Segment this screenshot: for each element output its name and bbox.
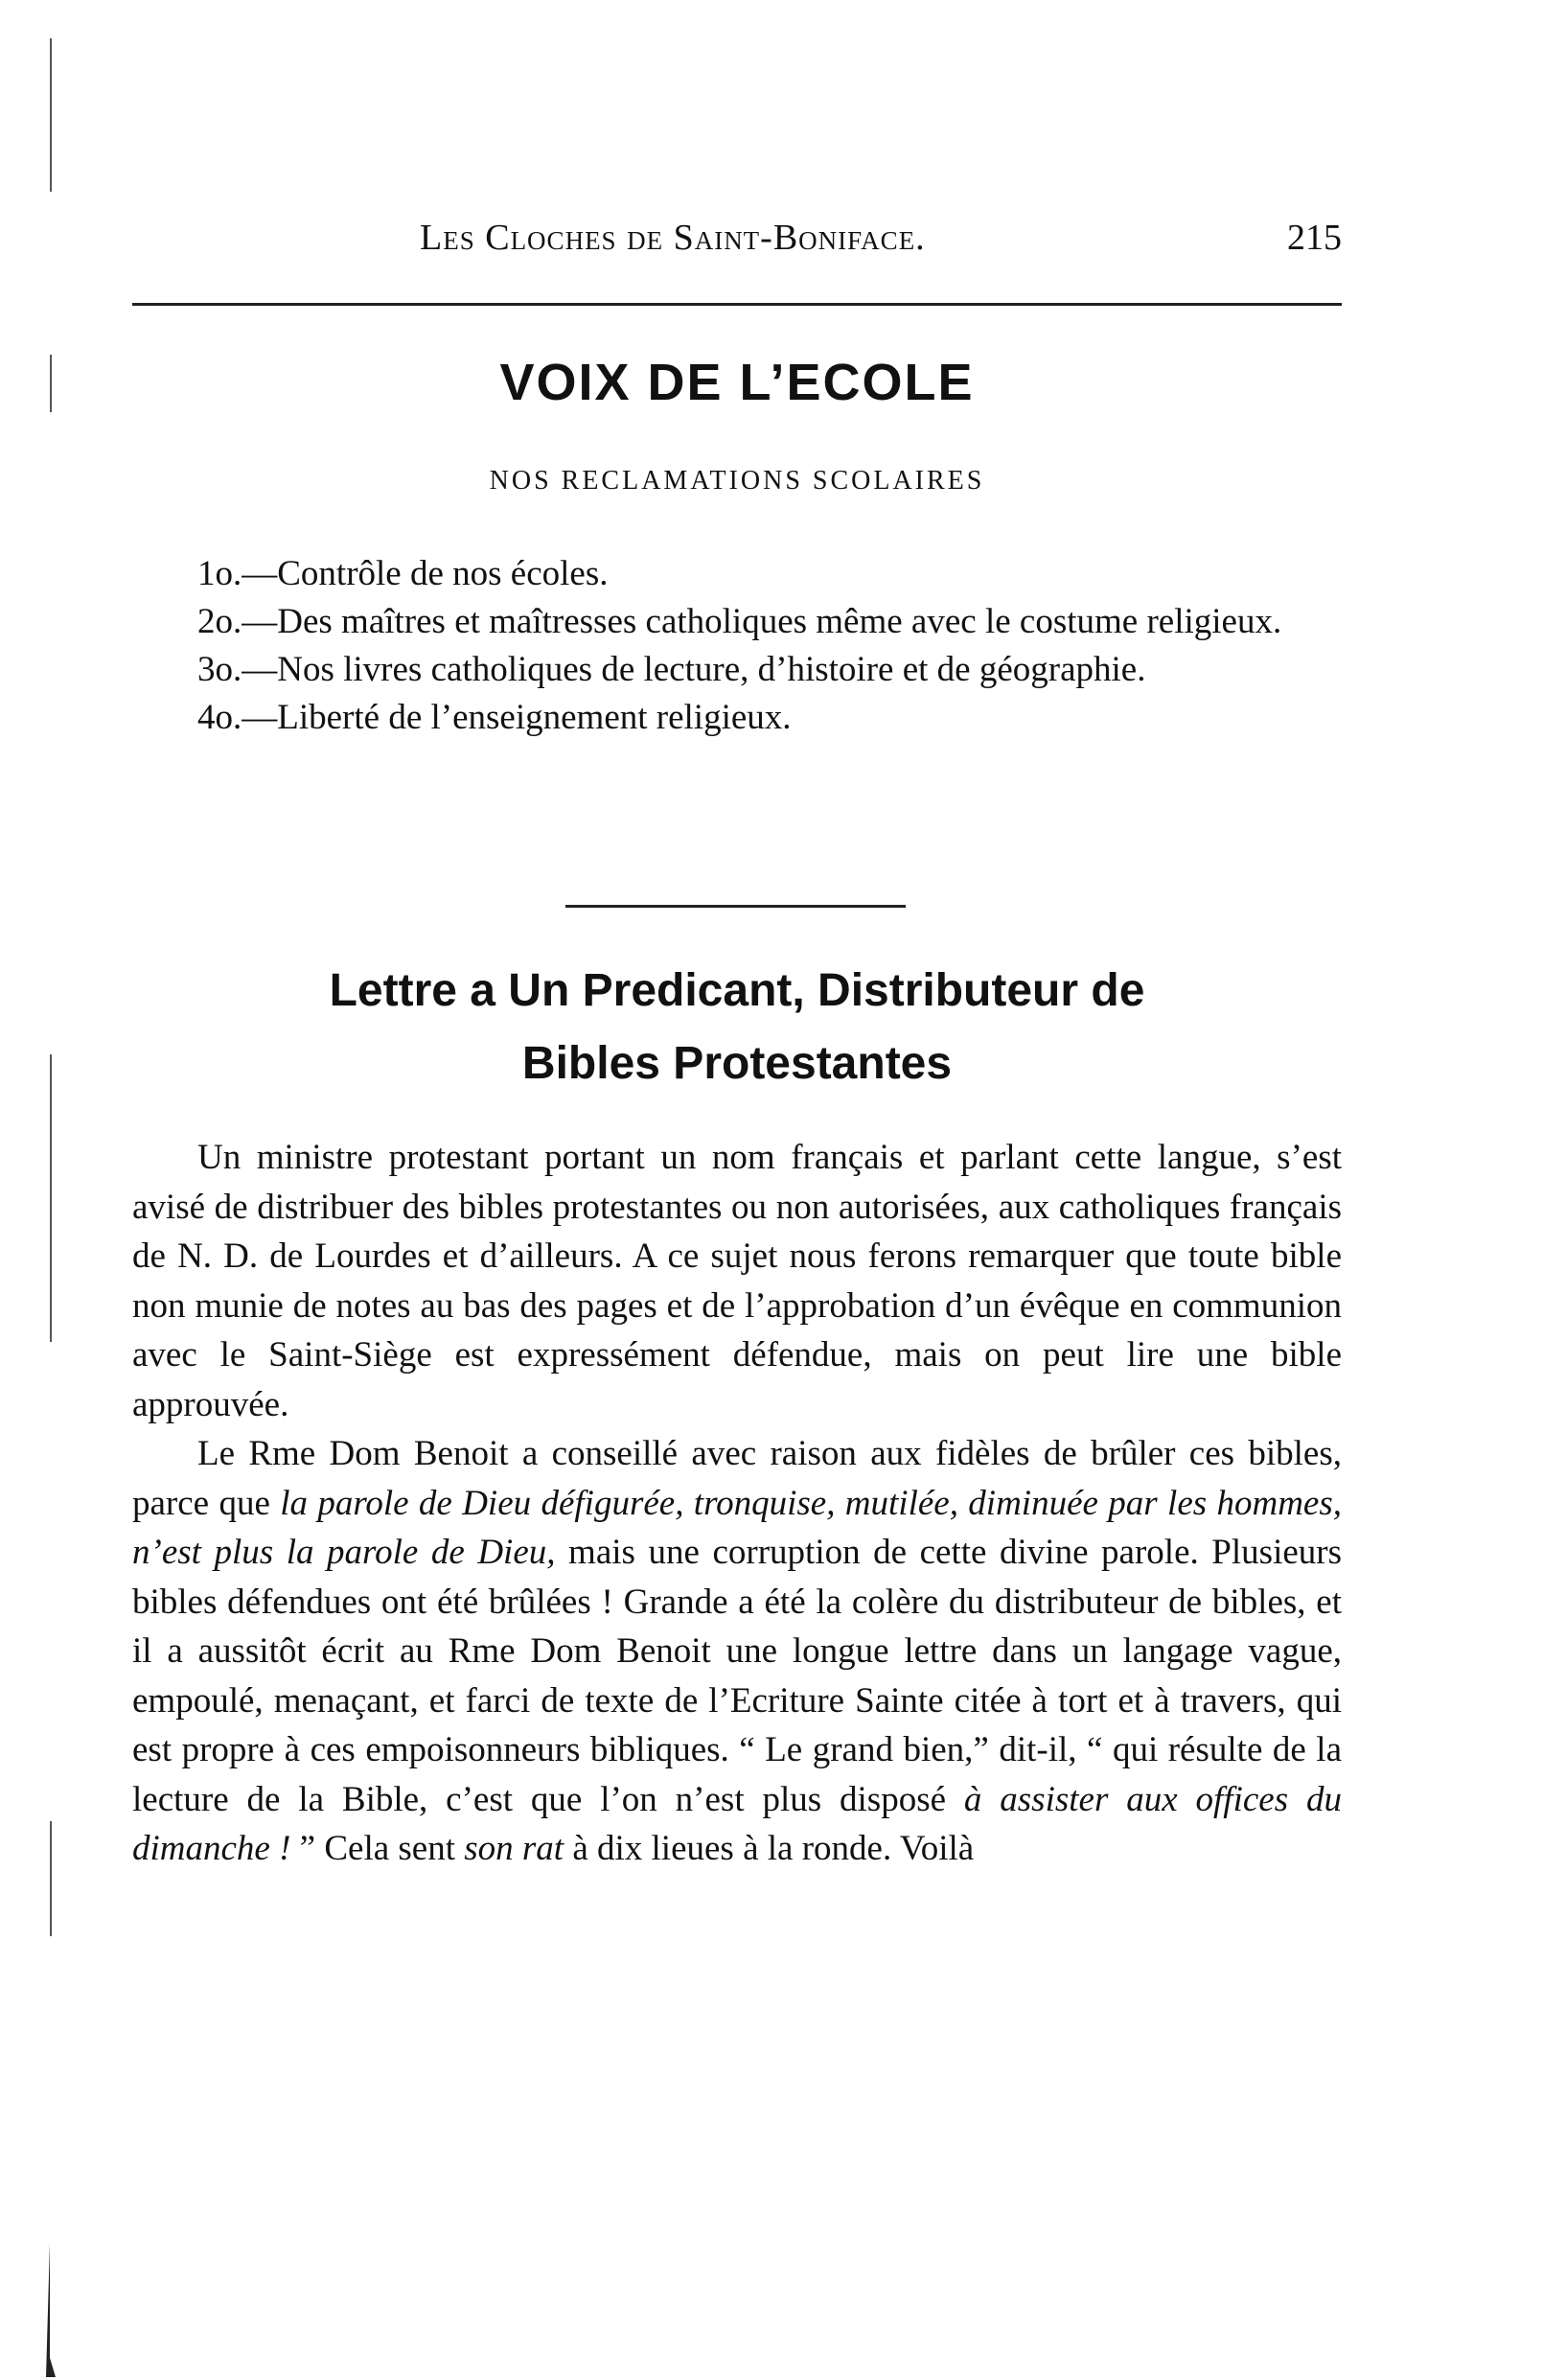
list-item: 4o.—Liberté de l’enseignement religieux. [197, 698, 792, 737]
article-title-line: Lettre a Un Predicant, Distributeur de [329, 965, 1145, 1016]
running-head [132, 217, 1342, 274]
paragraph [132, 1429, 1342, 1874]
page-number: 215 [1287, 218, 1342, 258]
italic-phrase: son rat [464, 1829, 564, 1868]
scan-margin-line [50, 1821, 52, 1936]
article-body [132, 1133, 1342, 1874]
list-item: 3o.—Nos livres catholiques de lecture, d’histoire et de géographie. [197, 650, 1146, 689]
article-title [132, 955, 1342, 1100]
text-run: Le Rme Dom Benoit a conseillé avec raison aux fidèles de brûler ces bibles, parce que [132, 1434, 1342, 1523]
section-divider [565, 905, 906, 908]
scan-arrow-mark [46, 2243, 56, 2377]
list-item: 2o.—Des maîtres et maîtresses catholiques même avec le costume religieux. [197, 602, 1282, 641]
list-item: 1o.—Contrôle de nos écoles. [197, 554, 609, 593]
header-rule [132, 303, 1342, 306]
scan-margin-line [50, 355, 52, 412]
running-title: Les Cloches de Saint-Boniface. [420, 218, 926, 258]
scan-margin-line [50, 38, 52, 192]
claims-list [132, 550, 1342, 742]
paragraph: Un ministre protestant portant un nom français et parlant cette langue, s’est avisé de distribuer des bibles protestantes ou non autorisées, aux catholiques français de N. D. de Lourdes et d’ailleurs. A ce sujet nous ferons remarquer que toute bible non munie de notes au bas des pages et de l’approbation d’un évêque en communion avec le Saint-Siège est expressément défendue, mais on peut lire une bible approuvée. [132, 1138, 1342, 1424]
scan-margin-line [50, 1054, 52, 1342]
italic-quote: à assister aux offices du dimanche ! [132, 1779, 1342, 1868]
section-subtitle: NOS RECLAMATIONS SCOLAIRES [489, 466, 985, 496]
article-title-line: Bibles Protestantes [521, 1038, 953, 1089]
italic-quote: la parole de Dieu défigurée, tronquise, mutilée, diminuée par les hommes, n’est plus la parole de Dieu, [132, 1483, 1342, 1572]
text-run: à dix lieues à la ronde. Voilà [564, 1829, 975, 1868]
text-run: mais une corruption de cette divine parole. Plusieurs bibles défendues ont été brûlées ! Grande a été la colère du distributeur de bibles, et il a aussitôt écrit au Rme Dom Benoit une longue lettre dans un langage vague, empoulé, menaçant, et farci de texte de l’Ecriture Sainte citée à tort et à travers, qui est propre à ces empoisonneurs bibliques. “ Le grand bien,” dit-il, “ qui résulte de la lecture de la Bible, c’est que l’on n’est plus disposé [132, 1533, 1342, 1819]
section-title: VOIX DE L’ECOLE [499, 354, 975, 411]
text-run: ” Cela sent [290, 1829, 465, 1868]
